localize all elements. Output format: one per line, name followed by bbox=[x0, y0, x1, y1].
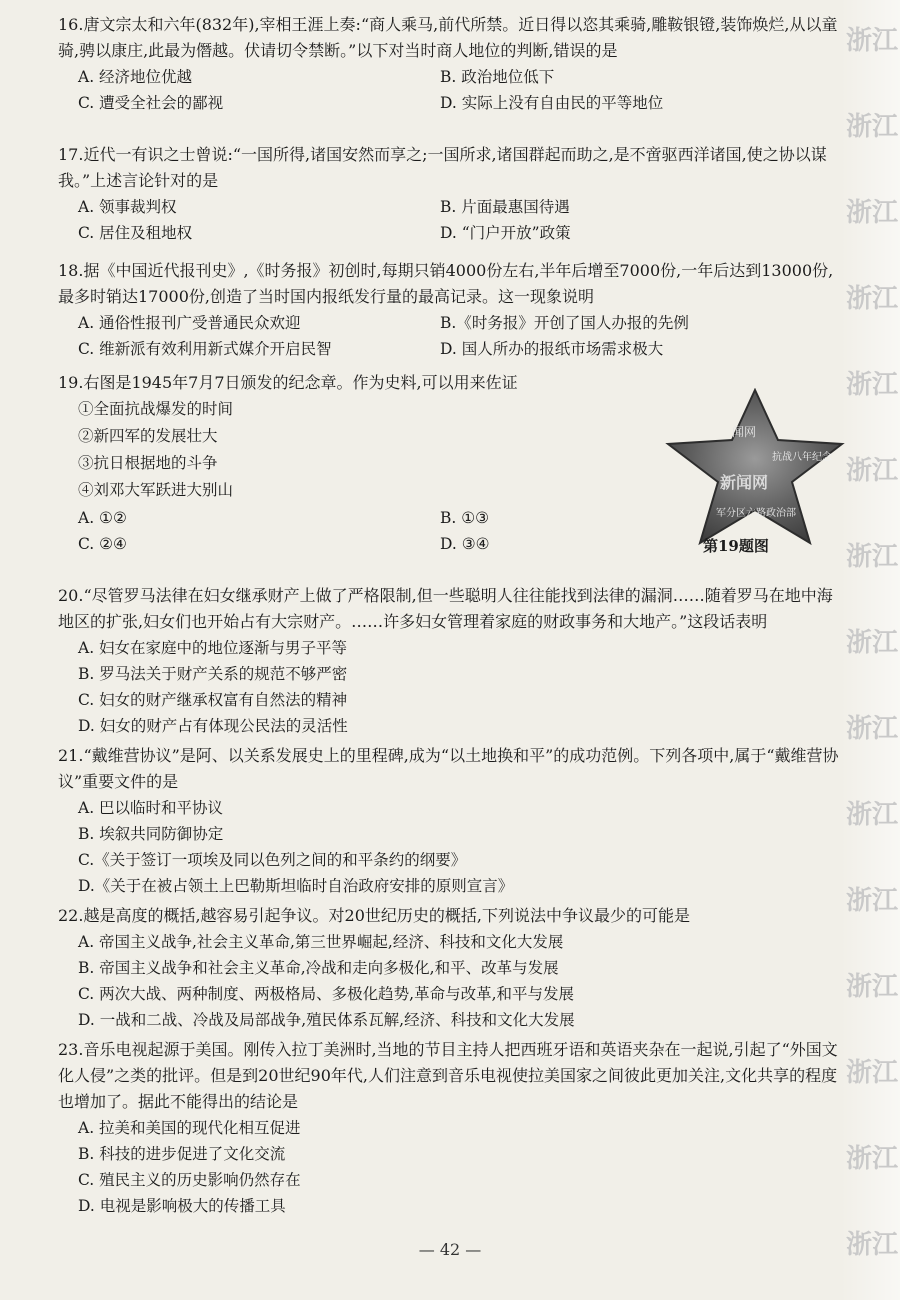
options-grid bbox=[58, 64, 848, 116]
commemorative-medal-image bbox=[660, 388, 850, 548]
watermark-text: 浙江 bbox=[845, 198, 898, 228]
option-c: C. 维新派有效利用新式媒介开启民智 bbox=[78, 340, 332, 358]
options-grid bbox=[58, 194, 848, 246]
option-c: C. 妇女的财产继承权富有自然法的精神 bbox=[78, 691, 348, 709]
star-shape bbox=[668, 390, 842, 543]
option-c: C.《关于签订一项埃及同以色列之间的和平条约的纲要》 bbox=[78, 851, 467, 869]
question-stem: 18.据《中国近代报刊史》,《时务报》初创时,每期只销4000份左右,半年后增至7000份,一年后达到13000份,最多时销达17000份,创造了当时国内报纸发行量的最高记录。这一现象说明 bbox=[58, 261, 834, 306]
options-list bbox=[58, 795, 848, 899]
watermark-text: 浙江 bbox=[845, 542, 898, 572]
watermark-column bbox=[840, 0, 900, 1300]
options-list bbox=[58, 635, 848, 739]
option-c: C. ②④ bbox=[78, 535, 127, 553]
question-17 bbox=[58, 142, 848, 246]
watermark-text: 浙江 bbox=[845, 370, 898, 400]
question-19-options bbox=[58, 505, 658, 557]
question-22 bbox=[58, 903, 848, 1033]
option-a: A. 巴以临时和平协议 bbox=[78, 799, 224, 817]
option-d: D.《关于在被占领土上巴勒斯坦临时自治政府安排的原则宣言》 bbox=[78, 877, 514, 895]
statement-2: ②新四军的发展壮大 bbox=[78, 427, 218, 445]
options-grid bbox=[58, 310, 848, 362]
option-d: D. 国人所办的报纸市场需求极大 bbox=[440, 340, 664, 358]
option-d: D. 妇女的财产占有体现公民法的灵活性 bbox=[78, 717, 348, 735]
statement-3: ③抗日根据地的斗争 bbox=[78, 454, 218, 472]
watermark-text: 浙江 bbox=[845, 714, 898, 744]
watermark-text: 浙江 bbox=[845, 628, 898, 658]
medal-text-1: 闻网 bbox=[732, 425, 757, 439]
option-b: B. 科技的进步促进了文化交流 bbox=[78, 1145, 286, 1163]
question-19 bbox=[58, 370, 658, 504]
watermark-text: 浙江 bbox=[845, 1058, 898, 1088]
option-b: B. ①③ bbox=[440, 509, 490, 527]
option-a: A. 领事裁判权 bbox=[78, 198, 177, 216]
option-b: B. 政治地位低下 bbox=[440, 68, 555, 86]
medal-text-3: 新闻网 bbox=[720, 473, 769, 492]
option-c: C. 两次大战、两种制度、两极格局、多极化趋势,革命与改革,和平与发展 bbox=[78, 985, 575, 1003]
option-d: D. 一战和二战、冷战及局部战争,殖民体系瓦解,经济、科技和文化大发展 bbox=[78, 1011, 575, 1029]
watermark-text: 浙江 bbox=[845, 456, 898, 486]
option-d: D. “门户开放”政策 bbox=[440, 224, 571, 242]
question-23 bbox=[58, 1037, 848, 1219]
option-a: A. 妇女在家庭中的地位逐渐与男子平等 bbox=[78, 639, 348, 657]
question-stem: 21.“戴维营协议”是阿、以关系发展史上的里程碑,成为“以土地换和平”的成功范例。下列各项中,属于“戴维营协议”重要文件的是 bbox=[58, 746, 839, 791]
option-b: B. 埃叙共同防御协定 bbox=[78, 825, 224, 843]
option-b: B. 片面最惠国待遇 bbox=[440, 198, 570, 216]
option-d: D. ③④ bbox=[440, 535, 490, 553]
medal-text-2: 抗战八年纪念 bbox=[772, 452, 832, 463]
option-a: A. 经济地位优越 bbox=[78, 68, 193, 86]
watermark-text: 浙江 bbox=[845, 972, 898, 1002]
watermark-text: 浙江 bbox=[845, 800, 898, 830]
option-b: B. 罗马法关于财产关系的规范不够严密 bbox=[78, 665, 348, 683]
option-a: A. ①② bbox=[78, 509, 127, 527]
options-list bbox=[58, 1115, 848, 1219]
watermark-text: 浙江 bbox=[845, 284, 898, 314]
option-a: A. 帝国主义战争,社会主义革命,第三世界崛起,经济、科技和文化大发展 bbox=[78, 933, 564, 951]
question-stem: 22.越是高度的概括,越容易引起争议。对20世纪历史的概括,下列说法中争议最少的可能是 bbox=[58, 906, 690, 925]
option-c: C. 遭受全社会的鄙视 bbox=[78, 94, 224, 112]
page-number: — 42 — bbox=[418, 1240, 482, 1259]
watermark-text: 浙江 bbox=[845, 1144, 898, 1174]
question-stem: 20.“尽管罗马法律在妇女继承财产上做了严格限制,但一些聪明人往往能找到法律的漏洞……随着罗马在地中海地区的扩张,妇女们也开始占有大宗财产。……许多妇女管理着家庭的财政事务和大地产。”这段话表明 bbox=[58, 586, 833, 631]
options-list bbox=[58, 929, 848, 1033]
watermark-text: 浙江 bbox=[845, 886, 898, 916]
question-20 bbox=[58, 583, 848, 739]
option-d: D. 电视是影响极大的传播工具 bbox=[78, 1197, 286, 1215]
question-stem: 19.右图是1945年7月7日颁发的纪念章。作为史料,可以用来佐证 bbox=[58, 373, 518, 392]
question-stem: 23.音乐电视起源于美国。刚传入拉丁美洲时,当地的节目主持人把西班牙语和英语夹杂在一起说,引起了“外国文化人侵”之类的批评。但是到20世纪90年代,人们注意到音乐电视使拉美国家之间彼此更加关注,文化共享的程度也增加了。据此不能得出的结论是 bbox=[58, 1040, 838, 1111]
medal-text-4: 军分区六路政治部 bbox=[716, 508, 796, 519]
option-b: B.《时务报》开创了国人办报的先例 bbox=[440, 314, 689, 332]
statement-1: ①全面抗战爆发的时间 bbox=[78, 400, 234, 418]
options-grid bbox=[58, 505, 658, 557]
option-d: D. 实际上没有自由民的平等地位 bbox=[440, 94, 664, 112]
option-a: A. 拉美和美国的现代化相互促进 bbox=[78, 1119, 301, 1137]
option-b: B. 帝国主义战争和社会主义革命,冷战和走向多极化,和平、改革与发展 bbox=[78, 959, 559, 977]
statement-4: ④刘邓大军跃进大别山 bbox=[78, 481, 234, 499]
option-a: A. 通俗性报刊广受普通民众欢迎 bbox=[78, 314, 301, 332]
question-16 bbox=[58, 12, 848, 116]
question-18 bbox=[58, 258, 848, 362]
question-stem: 16.唐文宗太和六年(832年),宰相王涯上奏:“商人乘马,前代所禁。近日得以恣其乘骑,雕鞍银镫,装饰焕烂,从以童骑,骋以康庄,此最为僭越。伏请切令禁断。”以下对当时商人地位的判断,错误的是 bbox=[58, 15, 838, 60]
figure-caption: 第19题图 bbox=[703, 537, 769, 555]
option-c: C. 居住及租地权 bbox=[78, 224, 193, 242]
watermark-text: 浙江 bbox=[845, 1230, 898, 1260]
option-c: C. 殖民主义的历史影响仍然存在 bbox=[78, 1171, 301, 1189]
watermark-text: 浙江 bbox=[845, 26, 898, 56]
watermark-text: 浙江 bbox=[845, 112, 898, 142]
question-stem: 17.近代一有识之士曾说:“一国所得,诸国安然而享之;一国所求,诸国群起而助之,是不啻驱西洋诸国,使之协以谋我。”上述言论针对的是 bbox=[58, 145, 827, 190]
question-21 bbox=[58, 743, 848, 899]
